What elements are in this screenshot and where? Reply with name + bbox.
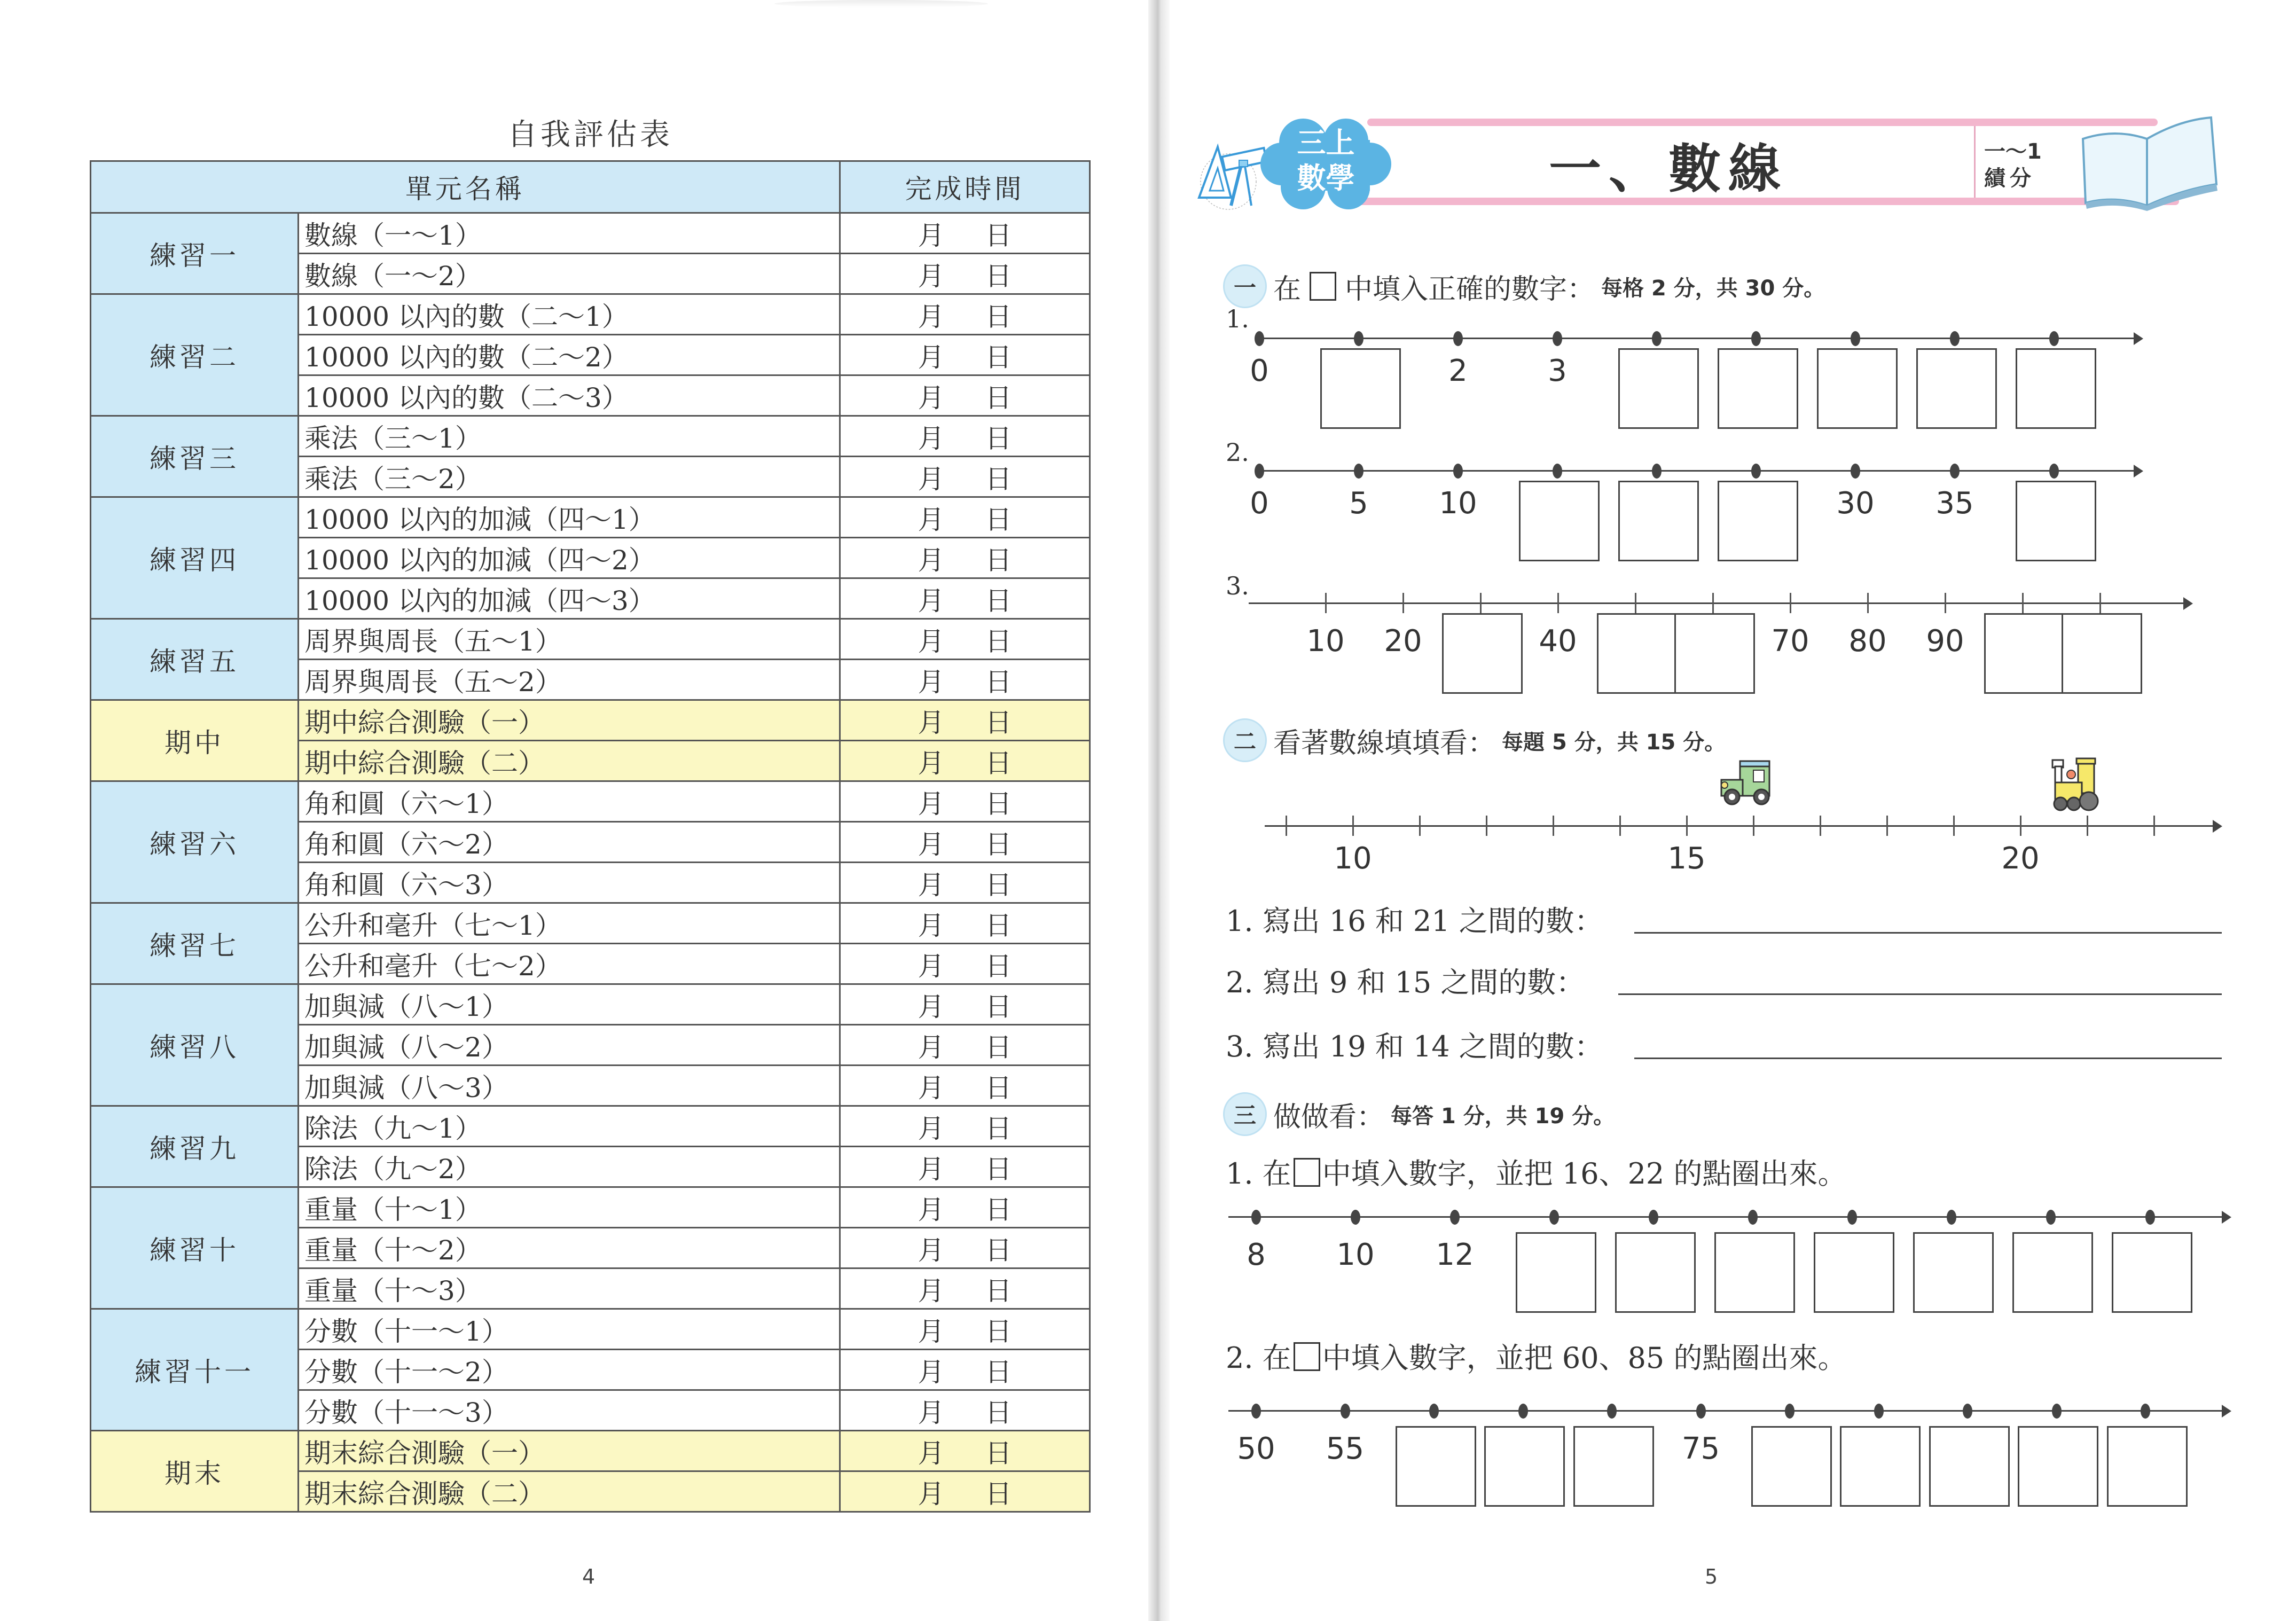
number-line-point[interactable]	[2145, 1210, 2155, 1225]
grade-badge-text: 三上 數學	[1297, 126, 1355, 195]
number-label: 0	[1250, 354, 1269, 388]
unit-name: 分數（十一～2）	[299, 1350, 840, 1390]
number-line-point[interactable]	[1785, 1404, 1795, 1419]
section-2-points: 每題 5 分，共 15 分。	[1502, 730, 1726, 755]
completion-time-field[interactable]: 月 日	[840, 578, 1090, 619]
number-label: 0	[1250, 486, 1269, 521]
number-line-tick	[1486, 816, 1487, 836]
number-line-tick	[1619, 816, 1621, 836]
unit-name: 公升和毫升（七～2）	[299, 944, 840, 984]
number-label: 10	[1306, 624, 1345, 659]
number-line-tick	[2020, 816, 2021, 836]
answer-box[interactable]	[1320, 348, 1401, 429]
number-label: 80	[1848, 624, 1887, 659]
unit-name: 角和圓（六～3）	[299, 863, 840, 903]
table-row	[91, 497, 1090, 538]
number-label: 75	[1681, 1431, 1720, 1466]
answer-box[interactable]	[1814, 1232, 1894, 1313]
unit-name: 10000 以內的加減（四～3）	[299, 578, 840, 619]
number-line-tick	[1790, 593, 1791, 613]
number-line-tick	[1945, 593, 1946, 613]
completion-time-field[interactable]: 月 日	[840, 1431, 1090, 1471]
completion-time-field[interactable]: 月 日	[840, 660, 1090, 700]
completion-time-field[interactable]: 月 日	[840, 538, 1090, 578]
table-row	[91, 1187, 1090, 1228]
completion-time-field[interactable]: 月 日	[840, 1025, 1090, 1066]
unit-name: 重量（十～1）	[299, 1187, 840, 1228]
arrow-right-icon	[2222, 1211, 2231, 1224]
number-label: 50	[1237, 1431, 1275, 1466]
number-line-tick	[1419, 816, 1421, 836]
section-3-question-1: 1. 在 中填入數字，並把 16、22 的點圈出來。	[1226, 1157, 1847, 1191]
score-label: 績分	[1984, 166, 2035, 191]
arrow-right-icon	[2222, 1405, 2231, 1418]
exercise-code: 一～1	[1984, 139, 2042, 164]
unit-name: 除法（九～2）	[299, 1147, 840, 1187]
number-line-point[interactable]	[1947, 1210, 1956, 1225]
answer-box[interactable]	[1714, 1232, 1795, 1313]
number-label: 10	[1439, 486, 1477, 521]
number-line-axis	[1259, 470, 2134, 472]
number-line-point[interactable]	[1251, 1210, 1261, 1225]
completion-time-field[interactable]: 月 日	[840, 903, 1090, 944]
group-label: 練習三	[91, 416, 299, 497]
answer-box[interactable]	[1913, 1232, 1994, 1313]
number-line-point[interactable]	[1851, 464, 1860, 479]
answer-box[interactable]	[1516, 1232, 1596, 1313]
number-line-point[interactable]	[1847, 1210, 1857, 1225]
number-line-tick	[1753, 816, 1754, 836]
number-line-point[interactable]	[1429, 1404, 1439, 1419]
answer-box[interactable]	[1484, 1426, 1565, 1507]
number-line-tick	[1557, 593, 1559, 613]
number-line-tick	[1635, 593, 1636, 613]
unit-name: 角和圓（六～2）	[299, 822, 840, 863]
number-line-tick	[2022, 593, 2024, 613]
book-gutter	[1148, 0, 1170, 1621]
answer-box[interactable]	[1718, 348, 1798, 429]
page-title: 自我評估表	[507, 118, 673, 152]
table-row	[91, 984, 1090, 1025]
number-line-tick	[2099, 593, 2101, 613]
completion-time-field[interactable]: 月 日	[840, 741, 1090, 781]
unit-name: 10000 以內的數（二～1）	[299, 294, 840, 335]
number-label: 3	[1548, 354, 1567, 388]
number-line-tick	[1286, 816, 1287, 836]
completion-time-field[interactable]: 月 日	[840, 1471, 1090, 1512]
number-line-point[interactable]	[1963, 1404, 1972, 1419]
unit-name: 加與減（八～3）	[299, 1066, 840, 1106]
table-row	[91, 1309, 1090, 1350]
number-line-point[interactable]	[1652, 331, 1662, 346]
answer-box[interactable]	[1442, 613, 1523, 694]
number-line-tick	[1325, 593, 1327, 613]
number-line-point[interactable]	[1652, 464, 1662, 479]
number-label: 55	[1326, 1431, 1365, 1466]
table-row	[91, 416, 1090, 457]
section-2-badge: 二	[1223, 718, 1267, 762]
box-symbol-icon	[1310, 272, 1336, 301]
answer-box[interactable]	[1751, 1426, 1832, 1507]
answer-box[interactable]	[1718, 481, 1798, 561]
number-line-point[interactable]	[2049, 464, 2059, 479]
answer-box[interactable]	[1817, 348, 1898, 429]
number-line-point[interactable]	[1453, 331, 1463, 346]
completion-time-field[interactable]: 月 日	[840, 700, 1090, 741]
completion-time-field[interactable]: 月 日	[840, 1147, 1090, 1187]
answer-box[interactable]	[2012, 1232, 2093, 1313]
answer-box[interactable]	[1573, 1426, 1654, 1507]
answer-box[interactable]	[2016, 481, 2096, 561]
number-line-axis	[1265, 825, 2213, 827]
unit-name: 數線（一～1）	[299, 213, 840, 254]
number-line-point[interactable]	[2046, 1210, 2056, 1225]
table-row	[91, 700, 1090, 741]
completion-time-field[interactable]: 月 日	[840, 335, 1090, 375]
completion-time-field[interactable]: 月 日	[840, 619, 1090, 660]
line-number-label: 1.	[1226, 304, 1249, 333]
unit-name: 除法（九～1）	[299, 1106, 840, 1147]
answer-box[interactable]	[1674, 613, 1755, 694]
answer-box[interactable]	[1929, 1426, 2010, 1507]
number-line-point[interactable]	[1549, 1210, 1559, 1225]
banner-divider	[1974, 126, 1976, 198]
answer-line[interactable]	[1634, 932, 2222, 934]
number-label: 40	[1539, 624, 1577, 659]
completion-time-field[interactable]: 月 日	[840, 375, 1090, 416]
answer-box[interactable]	[1916, 348, 1997, 429]
answer-box[interactable]	[1597, 613, 1678, 694]
completion-time-field[interactable]: 月 日	[840, 416, 1090, 457]
table-row	[91, 294, 1090, 335]
number-line-point[interactable]	[2141, 1404, 2150, 1419]
answer-box[interactable]	[2016, 348, 2096, 429]
section-1-heading: 一 在 中填入正確的數字： 每格 2 分，共 30 分。	[1223, 264, 1825, 308]
number-line-point[interactable]	[1696, 1404, 1706, 1419]
section-2-question: 3. 寫出 19 和 14 之間的數：	[1226, 1030, 1603, 1063]
number-line-point[interactable]	[1751, 331, 1761, 346]
number-line-point[interactable]	[1751, 464, 1761, 479]
completion-time-field[interactable]: 月 日	[840, 781, 1090, 822]
completion-time-field[interactable]: 月 日	[840, 213, 1090, 254]
page-top-shadow	[774, 0, 988, 7]
unit-name: 加與減（八～2）	[299, 1025, 840, 1066]
section-2-question: 2. 寫出 9 和 15 之間的數：	[1226, 966, 1585, 999]
answer-box[interactable]	[2062, 613, 2142, 694]
table-row	[91, 781, 1090, 822]
number-label: 90	[1926, 624, 1964, 659]
completion-time-field[interactable]: 月 日	[840, 944, 1090, 984]
completion-time-field[interactable]: 月 日	[840, 822, 1090, 863]
unit-name: 10000 以內的加減（四～1）	[299, 497, 840, 538]
unit-name: 10000 以內的數（二～3）	[299, 375, 840, 416]
banner-top-stripe	[1367, 119, 2158, 126]
number-line-point[interactable]	[1255, 331, 1264, 346]
group-label: 期末	[91, 1431, 299, 1512]
unit-name: 加與減（八～1）	[299, 984, 840, 1025]
number-line-tick	[1820, 816, 1821, 836]
unit-name: 期中綜合測驗（二）	[299, 741, 840, 781]
number-line-tick	[1553, 816, 1554, 836]
completion-time-field[interactable]: 月 日	[840, 457, 1090, 497]
arrow-right-icon	[2134, 465, 2143, 477]
answer-box[interactable]	[1615, 1232, 1696, 1313]
number-line-point[interactable]	[1255, 464, 1264, 479]
group-label: 練習七	[91, 903, 299, 984]
completion-time-field[interactable]: 月 日	[840, 1268, 1090, 1309]
number-line-tick	[1886, 816, 1888, 836]
section-3-badge: 三	[1223, 1092, 1267, 1136]
unit-name: 數線（一～2）	[299, 254, 840, 294]
unit-name: 期中綜合測驗（一）	[299, 700, 840, 741]
page-number: 4	[582, 1565, 595, 1588]
arrow-right-icon	[2134, 332, 2143, 345]
number-line-tick	[2153, 816, 2155, 836]
group-label: 練習十	[91, 1187, 299, 1309]
answer-line[interactable]	[1618, 993, 2222, 995]
box-symbol-icon	[1294, 1158, 1320, 1187]
completion-time-field[interactable]: 月 日	[840, 1350, 1090, 1390]
number-label: 2	[1448, 354, 1468, 388]
section-2-question: 1. 寫出 16 和 21 之間的數：	[1226, 904, 1603, 938]
table-row	[91, 213, 1090, 254]
unit-name: 公升和毫升（七～1）	[299, 903, 840, 944]
geometry-tools-icon	[1188, 131, 1268, 211]
table-row	[91, 1431, 1090, 1471]
answer-box[interactable]	[1984, 613, 2065, 694]
group-label: 練習六	[91, 781, 299, 903]
arrow-right-icon	[2213, 820, 2222, 833]
answer-box[interactable]	[1840, 1426, 1921, 1507]
page-number: 5	[1705, 1565, 1718, 1588]
number-label: 5	[1349, 486, 1368, 521]
section-3-points: 每答 1 分，共 19 分。	[1391, 1103, 1615, 1129]
number-line-point[interactable]	[1351, 1210, 1360, 1225]
completion-time-field[interactable]: 月 日	[840, 1228, 1090, 1268]
number-line-axis	[1259, 338, 2134, 339]
unit-name: 10000 以內的加減（四～2）	[299, 538, 840, 578]
car-icon	[1716, 758, 1775, 806]
answer-box[interactable]	[2018, 1426, 2098, 1507]
self-assessment-table	[90, 160, 1091, 1513]
completion-time-field[interactable]: 月 日	[840, 1390, 1090, 1431]
section-1-badge: 一	[1223, 264, 1267, 308]
header-unit-name: 單元名稱	[91, 161, 840, 213]
answer-box[interactable]	[2107, 1426, 2188, 1507]
open-book-icon	[2072, 109, 2222, 211]
number-line-tick	[1712, 593, 1714, 613]
group-label: 練習九	[91, 1106, 299, 1187]
unit-name: 乘法（三～2）	[299, 457, 840, 497]
number-label: 20	[1384, 624, 1422, 659]
completion-time-field[interactable]: 月 日	[840, 294, 1090, 335]
number-line-point[interactable]	[1450, 1210, 1460, 1225]
unit-name: 分數（十一～1）	[299, 1309, 840, 1350]
section-2-heading: 二 看著數線填填看： 每題 5 分，共 15 分。	[1223, 718, 1726, 762]
number-line-point[interactable]	[1851, 331, 1860, 346]
number-line-point[interactable]	[2052, 1404, 2062, 1419]
number-line-point[interactable]	[1553, 464, 1562, 479]
section-3-heading: 三 做做看： 每答 1 分，共 19 分。	[1223, 1092, 1615, 1136]
number-line-tick	[1352, 816, 1354, 836]
table-row	[91, 903, 1090, 944]
number-line-tick	[1686, 816, 1688, 836]
unit-name: 期末綜合測驗（一）	[299, 1431, 840, 1471]
table-row	[91, 619, 1090, 660]
unit-name: 周界與周長（五～2）	[299, 660, 840, 700]
number-label: 10	[1334, 841, 1372, 876]
number-line-axis	[1228, 1216, 2222, 1218]
answer-box[interactable]	[2112, 1232, 2192, 1313]
group-label: 練習一	[91, 213, 299, 294]
section-3-question-2: 2. 在 中填入數字，並把 60、85 的點圈出來。	[1226, 1341, 1847, 1375]
box-symbol-icon	[1294, 1342, 1320, 1371]
completion-time-field[interactable]: 月 日	[840, 1309, 1090, 1350]
group-label: 期中	[91, 700, 299, 781]
arrow-right-icon	[2183, 597, 2193, 610]
group-label: 練習五	[91, 619, 299, 700]
number-line-point[interactable]	[1354, 464, 1364, 479]
number-label: 20	[2001, 841, 2040, 876]
group-label: 練習八	[91, 984, 299, 1106]
number-label: 35	[1935, 486, 1974, 521]
unit-name: 重量（十～3）	[299, 1268, 840, 1309]
number-line-point[interactable]	[1950, 464, 1960, 479]
completion-time-field[interactable]: 月 日	[840, 1187, 1090, 1228]
line-number-label: 2.	[1226, 438, 1249, 467]
number-line-tick	[1867, 593, 1869, 613]
train-icon	[2047, 756, 2106, 815]
number-line-point[interactable]	[1341, 1404, 1350, 1419]
table-row	[91, 1106, 1090, 1147]
number-label: 30	[1836, 486, 1875, 521]
number-line-tick	[2087, 816, 2088, 836]
number-line-point[interactable]	[1950, 331, 1960, 346]
answer-box[interactable]	[1519, 481, 1600, 561]
number-line-point[interactable]	[2049, 331, 2059, 346]
header-completion-time: 完成時間	[840, 161, 1090, 213]
completion-time-field[interactable]: 月 日	[840, 497, 1090, 538]
answer-box[interactable]	[1618, 348, 1699, 429]
number-label: 12	[1436, 1238, 1474, 1272]
answer-box[interactable]	[1618, 481, 1699, 561]
number-label: 8	[1247, 1238, 1266, 1272]
number-line-point[interactable]	[1874, 1404, 1884, 1419]
number-line-tick	[1953, 816, 1955, 836]
answer-line[interactable]	[1634, 1058, 2222, 1059]
number-label: 70	[1771, 624, 1809, 659]
number-label: 10	[1336, 1238, 1375, 1272]
section-1-points: 每格 2 分，共 30 分。	[1601, 276, 1825, 301]
unit-name: 重量（十～2）	[299, 1228, 840, 1268]
group-label: 練習十一	[91, 1309, 299, 1431]
number-line-tick	[1402, 593, 1404, 613]
number-line-axis	[1249, 602, 2183, 604]
completion-time-field[interactable]: 月 日	[840, 254, 1090, 294]
number-line-point[interactable]	[1553, 331, 1562, 346]
completion-time-field[interactable]: 月 日	[840, 1106, 1090, 1147]
completion-time-field[interactable]: 月 日	[840, 1066, 1090, 1106]
number-line-point[interactable]	[1518, 1404, 1528, 1419]
unit-name: 乘法（三～1）	[299, 416, 840, 457]
number-line-point[interactable]	[1453, 464, 1463, 479]
number-line-point[interactable]	[1748, 1210, 1758, 1225]
completion-time-field[interactable]: 月 日	[840, 984, 1090, 1025]
line-number-label: 3.	[1226, 571, 1249, 600]
unit-name: 周界與周長（五～1）	[299, 619, 840, 660]
unit-name: 10000 以內的數（二～2）	[299, 335, 840, 375]
unit-name: 分數（十一～3）	[299, 1390, 840, 1431]
number-line-point[interactable]	[1607, 1404, 1617, 1419]
number-line-tick	[1480, 593, 1482, 613]
number-line-point[interactable]	[1354, 331, 1364, 346]
unit-name: 期末綜合測驗（二）	[299, 1471, 840, 1512]
number-label: 15	[1667, 841, 1706, 876]
number-line-point[interactable]	[1649, 1210, 1658, 1225]
answer-box[interactable]	[1396, 1426, 1476, 1507]
group-label: 練習二	[91, 294, 299, 416]
number-line-axis	[1228, 1410, 2222, 1412]
group-label: 練習四	[91, 497, 299, 619]
chapter-title: 一、數線	[1549, 139, 1789, 200]
completion-time-field[interactable]: 月 日	[840, 863, 1090, 903]
number-line-point[interactable]	[1251, 1404, 1261, 1419]
unit-name: 角和圓（六～1）	[299, 781, 840, 822]
